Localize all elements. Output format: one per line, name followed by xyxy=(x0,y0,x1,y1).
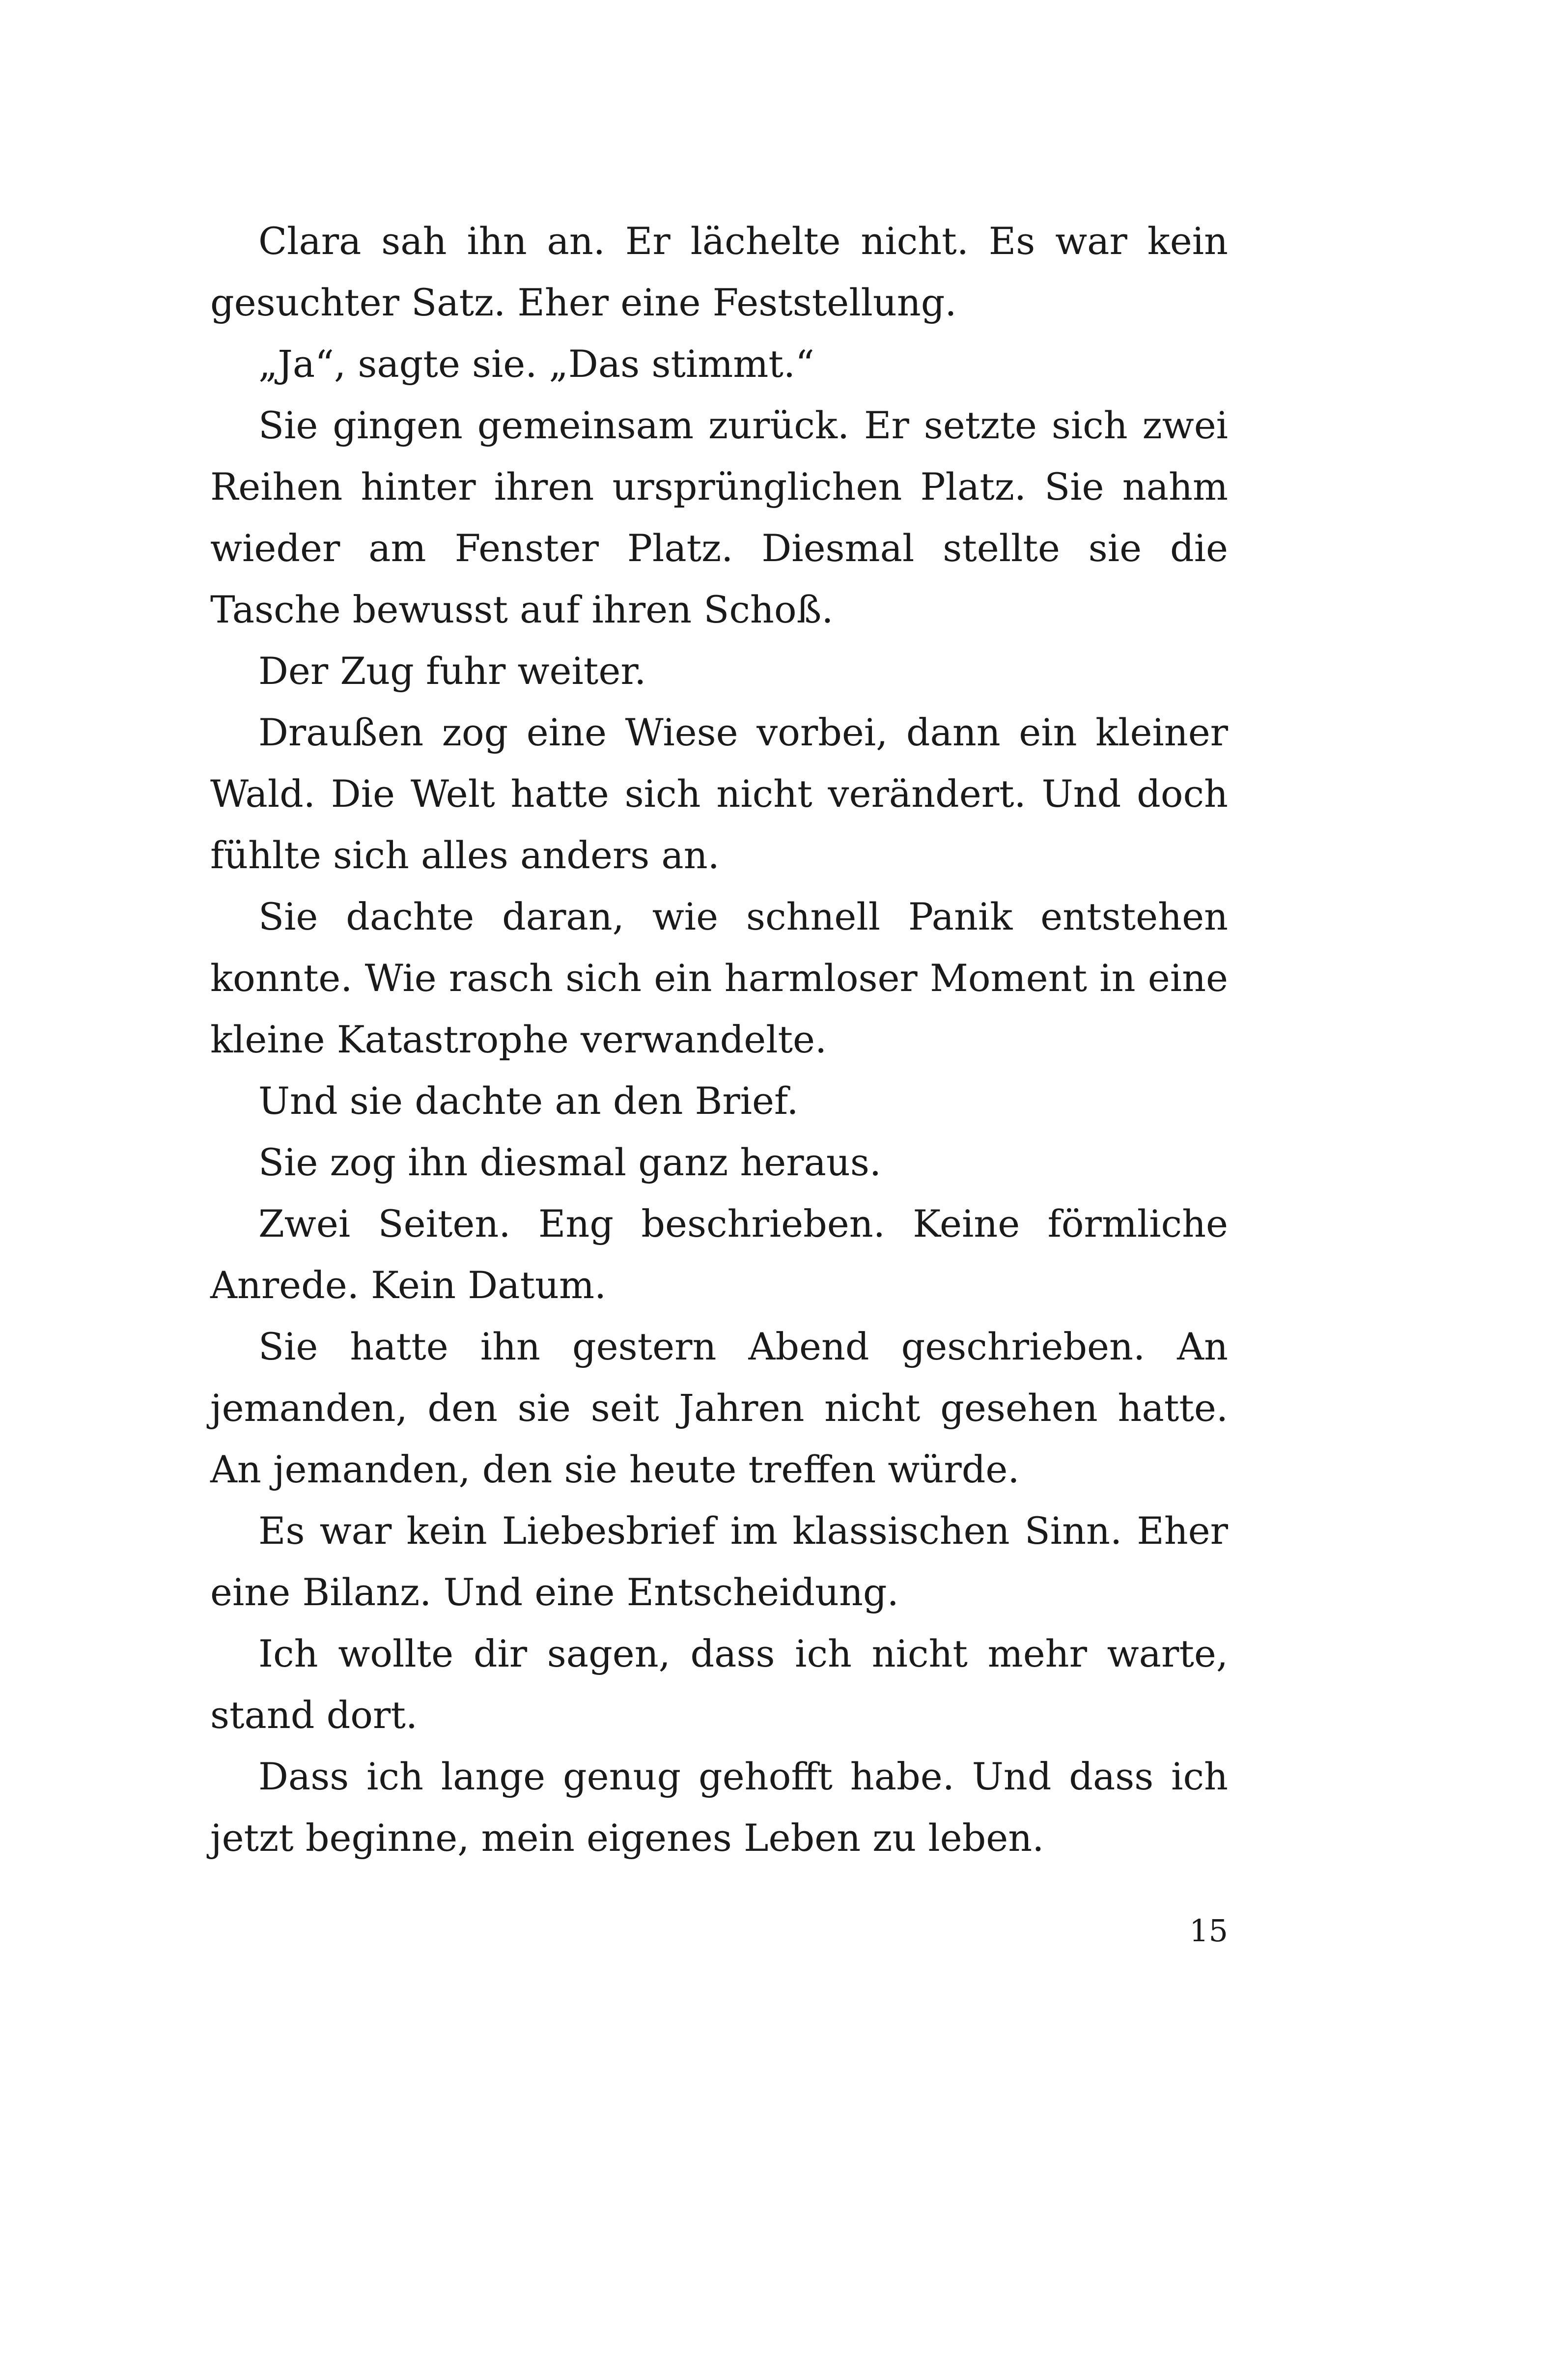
paragraph: Sie zog ihn diesmal ganz heraus. xyxy=(258,1140,882,1184)
paragraph: „Ja“, sagte sie. „Das stimmt.“ xyxy=(258,342,814,386)
paragraph: Dass ich lange genug gehofft habe. Und dass ich jetzt beginne, mein eigenes Leben zu leben. xyxy=(210,1755,1228,1860)
paragraph: Ich wollte dir sagen, dass ich nicht mehr warte, stand dort. xyxy=(210,1632,1228,1737)
paragraph: Sie dachte daran, wie schnell Panik entstehen konnte. Wie rasch sich ein harmloser Moment in eine kleine Katastrophe verwandelte. xyxy=(210,895,1228,1061)
paragraph: Draußen zog eine Wiese vorbei, dann ein kleiner Wald. Die Welt hatte sich nicht verändert. Und doch fühlte sich alles anders an. xyxy=(210,710,1228,877)
paragraph: Sie gingen gemeinsam zurück. Er setzte sich zwei Reihen hinter ihren ursprünglichen Platz. Sie nahm wieder am Fenster Platz. Diesmal stellte sie die Tasche bewusst auf ihren Schoß. xyxy=(210,403,1228,631)
paragraph: Es war kein Liebesbrief im klassischen Sinn. Eher eine Bilanz. Und eine Entscheidung. xyxy=(210,1509,1228,1614)
paragraph: Und sie dachte an den Brief. xyxy=(258,1079,799,1123)
page-number: 15 xyxy=(1189,1913,1228,1949)
paragraph: Clara sah ihn an. Er lächelte nicht. Es war kein gesuchter Satz. Eher eine Feststellung. xyxy=(210,219,1228,324)
paragraph: Sie hatte ihn gestern Abend geschrieben. An jemanden, den sie seit Jahren nicht gesehen hatte. An jemanden, den sie heute treffen würde. xyxy=(210,1325,1228,1491)
body-text xyxy=(210,210,1228,1869)
paragraph: Der Zug fuhr weiter. xyxy=(258,649,646,693)
paragraph: Zwei Seiten. Eng beschrieben. Keine förmliche Anrede. Kein Datum. xyxy=(210,1202,1228,1307)
